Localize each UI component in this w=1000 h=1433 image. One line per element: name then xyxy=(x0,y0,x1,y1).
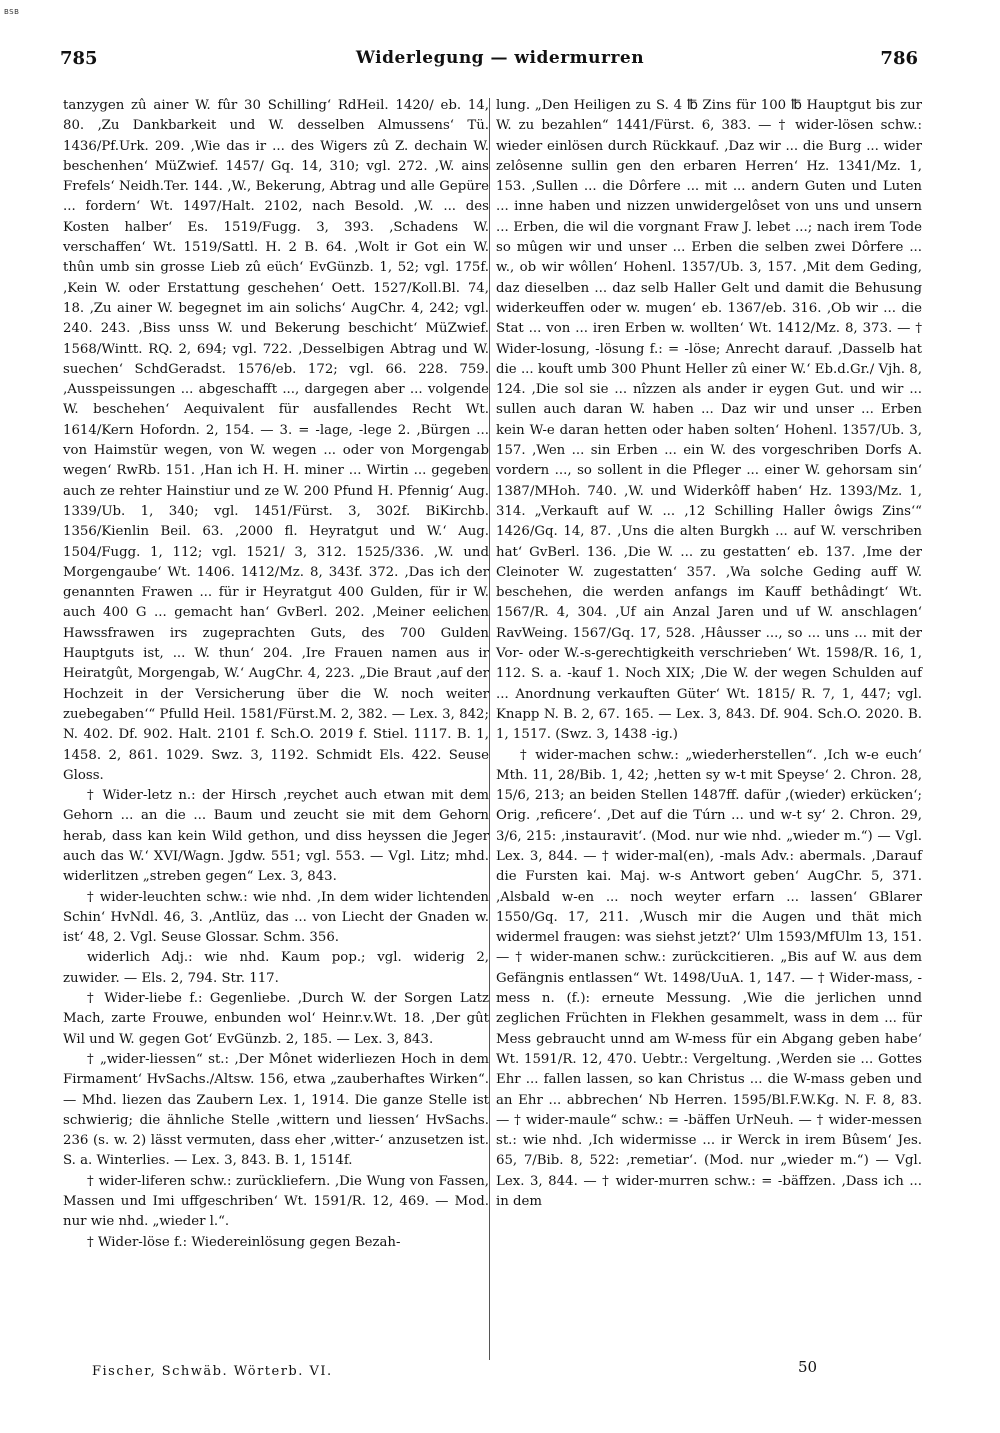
library-stamp: BSB xyxy=(4,8,20,16)
entry-paragraph: lung. „Den Heiligen zu S. 4 ℔ Zins für 100 ℔ Hauptgut bis zur W. zu bezahlen“ 1441/Fürst. 6, 383. — † wider-lösen schw.: wieder einlösen durch Rückkauf. ‚Daz wir ... die Burg ... wider zelôsenne sullin gen den erbaren Herren‘ Hz. 1341/Mz. 1, 153. ‚Sullen ... die Dôrfere ... mit ... andern Guten und Luten ... inne haben und nizzen unwidergelôset von uns und unsern ... Erben, die wil die vorgnant Fraw J. lebet ...; nach irem Tode so mûgen wir und unser ... Erben die selben zwei Dôrfere ... w., ob wir wôllen‘ Hohenl. 1357/Ub. 3, 157. ‚Mit dem Geding, daz dieselben ... daz selb Haller Gelt und damit die Behusung widerkeuffen oder w. mugen‘ eb. 1367/eb. 316. ‚Ob wir ... die Stat ... von ... iren Erben w. wollten‘ Wt. 1412/Mz. 8, 373. — † Wider-losung, -lösung f.: = -löse; Anrecht darauf. ‚Dasselb hat die ... kouft umb 300 Phunt Heller zû einer W.‘ Eb.d.Gr./ Vjh. 8, 124. ‚Die sol sie ... nîzzen als ander ir eygen Gut. und wir ... sullen auch daran W. haben ... Daz wir und unser ... Erben kein W-e daran hetten oder haben solten‘ Hohenl. 1357/Ub. 3, 157. ‚Wen ... sin Erben ... ein W. des vorgeschriben Dorfs A. vordern ..., so sollent in die Pfleger ... einer W. gehorsam sin‘ 1387/MHoh. 740. ‚W. und Widerkôff haben‘ Hz. 1393/Mz. 1, 314. „Verkauft auf W. ... ‚12 Schilling Haller ôwigs Zins‘“ 1426/Gq. 14, 87. ‚Uns die alten Burgkh ... auf W. verschriben hat‘ GvBerl. 136. ‚Die W. ... zu gestatten‘ eb. 137. ‚Ime der Cleinoter W. zugestatten‘ 357. ‚Wa solche Geding auff W. beschehen, die werden anfangs im Kauff bethâdingt‘ Wt. 1567/R. 4, 304. ‚Uf ain Anzal Jaren und uf W. anschlagen‘ RavWeing. 1567/Gq. 17, 528. ‚Hâusser ..., so ... uns ... mit der Vor- oder W.-s-gerechtigkeith verschrieben‘ Wt. 1598/R. 16, 1, 112. S. a. -kauf 1. Noch XIX; ‚Die W. der wegen Schulden auf ... Anordnung verkauften Güter‘ Wt. 1815/ R. 7, 1, 447; vgl. Knapp N. B. 2, 67. 165. — Lex. 3, 843. Df. 904. Sch.O. 2020. B. 1, 1517. (Swz. 3, 1438 -ig.) xyxy=(496,98,922,743)
entry-paragraph: widerlich Adj.: wie nhd. Kaum pop.; vgl. widerig 2, zuwider. — Els. 2, 794. Str. 117. xyxy=(63,950,489,986)
column-divider xyxy=(489,98,490,1360)
right-column xyxy=(496,96,922,1212)
page-number-left: 785 xyxy=(60,48,98,69)
entry-paragraph: † wider-liferen schw.: zurückliefern. ‚Die Wung von Fassen, Massen und Imi uffgeschriben‘ Wt. 1591/R. 12, 469. — Mod. nur wie nhd. „wieder l.“. xyxy=(63,1173,489,1230)
entry-paragraph: † Wider-löse f.: Wiedereinlösung gegen Bezah- xyxy=(87,1234,401,1250)
source-footer: Fischer, Schwäb. Wörterb. VI. xyxy=(92,1364,333,1379)
page-number-right: 786 xyxy=(880,48,918,69)
running-head: Widerlegung — widermurren xyxy=(355,48,645,68)
left-column xyxy=(63,96,489,1253)
entry-paragraph: † Wider-letz n.: der Hirsch ‚reychet auch etwan mit dem Gehorn ... an die ... Baum und zeucht sie mit dem Gehorn herab, dass kan kein Wild gethon, und diss heyssen die Jeger auch das W.‘ XVI/Wagn. Jgdw. 551; vgl. 553. — Vgl. Litz; mhd. widerlitzen „streben gegen“ Lex. 3, 843. xyxy=(63,788,489,885)
sheet-number: 50 xyxy=(798,1358,818,1376)
entry-paragraph: † wider-machen schw.: „wiederherstellen“. ‚Ich w-e euch‘ Mth. 11, 28/Bib. 1, 42; ‚hetten sy w-t mit Speyse‘ 2. Chron. 28, 15/6, 213; an beiden Stellen 1487ff. dafür ‚(wieder) erkücken‘; Orig. ‚reficere‘. ‚Det auf die Túrn ... und w-t sy‘ 2. Chron. 29, 3/6, 215: ‚instauravit‘. (Mod. nur wie nhd. „wieder m.“) — Vgl. Lex. 3, 844. — † wider-mal(en), -mals Adv.: abermals. ‚Darauf die Fursten kai. Maj. w-s Antwort geben‘ AugChr. 5, 371. ‚Alsbald w-en ... noch weyter erfarn ... lassen‘ GBlarer 1550/Gq. 17, 211. ‚Wusch mir die Augen und thät mich widermel fraugen: was siehst jetzt?‘ Ulm 1593/MfUlm 13, 151. — † wider-manen schw.: zurückcitieren. „Bis auf W. aus dem Gefängnis entlassen“ Wt. 1498/UuA. 1, 147. — † Wider-mass, -mess n. (f.): erneute Messung. ‚Wie die jerlichen unnd zeglichen Früchten in Flekhen gesammelt, wass in dem ... für Mess gebraucht unnd am W-mess für ein Abgang geben habe‘ Wt. 1591/R. 12, 470. Uebtr.: Vergeltung. ‚Werden sie ... Gottes Ehr ... fallen lassen, so kan Christus ... die W-mass geben und an Ehr ... abbrechen‘ Nb Herren. 1595/Bl.F.W.Kg. N. F. 8, 83. — † wider-maule“ schw.: = -bäffen UrNeuh. — † wider-messen st.: wie nhd. ‚Ich widermisse ... ir Werck in irem Bûsem‘ Jes. 65, 7/Bib. 8, 522: ‚remetiar‘. (Mod. nur „wieder m.“) — Vgl. Lex. 3, 844. — † wider-murren schw.: = -bäffzen. ‚Dass ich ... in dem xyxy=(496,747,922,1210)
entry-paragraph: † „wider-liessen“ st.: ‚Der Mônet widerliezen Hoch in dem Firmament‘ HvSachs./Altsw. 156, etwa „zauberhaftes Wirken“. — Mhd. liezen das Zaubern Lex. 1, 1914. Die ganze Stelle ist schwierig; die ähnliche Stelle ‚wittern und liessen‘ HvSachs. 236 (s. w. 2) lässt vermuten, dass eher ‚witter-‘ anzusetzen ist. S. a. Winterlies. — Lex. 3, 843. B. 1, 1514f. xyxy=(63,1051,489,1169)
entry-paragraph: † Wider-liebe f.: Gegenliebe. ‚Durch W. der Sorgen Latz Mach, zarte Frouwe, enbunden wol‘ Heinr.v.Wt. 18. ‚Der gût Wil und W. gegen Got‘ EvGünzb. 2, 185. — Lex. 3, 843. xyxy=(63,991,489,1047)
entry-paragraph: tanzygen zû ainer W. fûr 30 Schilling‘ RdHeil. 1420/ eb. 14, 80. ‚Zu Dankbarkeit und W. desselben Almussens‘ Tü. 1436/Pf.Urk. 209. ‚Wie das ir ... des Wigers zû Z. dechain W. beschenhen‘ MüZwief. 1457/ Gq. 14, 310; vgl. 272. ‚W. ains Frefels‘ Neidh.Ter. 144. ‚W., Bekerung, Abtrag und alle Gepüre ... fordern‘ Wt. 1497/Halt. 2102, nach Besold. ‚W. ... des Kosten halber‘ Es. 1519/Fugg. 3, 393. ‚Schadens W. verschaffen‘ Wt. 1519/Sattl. H. 2 B. 64. ‚Wolt ir Got ein W. thûn umb sin grosse Lieb zû eüch‘ EvGünzb. 1, 52; vgl. 175f. ‚Kein W. oder Erstattung geschehen‘ Oett. 1527/Koll.Bl. 74, 18. ‚Zu ainer W. begegnet im ain solichs‘ AugChr. 4, 242; vgl. 240. 243. ‚Biss unss W. und Bekerung beschicht‘ MüZwief. 1568/Wintt. RQ. 2, 694; vgl. 722. ‚Desselbigen Abtrag und W. suechen‘ SchdGeradst. 1576/eb. 172; vgl. 66. 228. 759. ‚Ausspeissungen ... abgeschafft ..., dargegen aber ... volgende W. beschehen‘ Aequivalent für ausfallendes Recht Wt. 1614/Kern Hofordn. 2, 154. — 3. = -lage, -lege 2. ‚Bürgen ... von Haimstür wegen, von W. wegen ... oder von Morgengab wegen‘ RwRb. 151. ‚Han ich H. H. miner ... Wirtin ... gegeben auch ze rehter Hainstiur und ze W. 200 Pfund H. Pfennig‘ Aug. 1339/Ub. 1, 340; vgl. 1451/Fürst. 3, 302f. BiKirchb. 1356/Kienlin Beil. 63. ‚2000 fl. Heyratgut und W.‘ Aug. 1504/Fugg. 1, 112; vgl. 1521/ 3, 312. 1525/336. ‚W. und Morgengaube‘ Wt. 1406. 1412/Mz. 8, 343f. 372. ‚Das ich der genannten Frawen ... für ir Heyratgut 400 Gulden, für ir W. auch 400 G ... gemacht han‘ GvBerl. 202. ‚Meiner eelichen Hawssfrawen irs zugeprachten Guts, des 700 Gulden Hauptguts ist, ... W. thun‘ 204. ‚Ire Frauen namen aus ir Heiratgût, Morgengab, W.‘ AugChr. 4, 223. „Die Braut ‚auf der Hochzeit in der Versicherung über die W. noch weiter zuebegaben‘“ Pfulld Heil. 1581/Fürst.M. 2, 382. — Lex. 3, 842; N. 402. Df. 902. Halt. 2101 f. Sch.O. 2019 f. Stiel. 1117. B. 1, 1458. 2, 861. 1029. Swz. 3, 1192. Schmidt Els. 422. Seuse Gloss. xyxy=(63,98,489,783)
entry-paragraph: † wider-leuchten schw.: wie nhd. ‚In dem wider lichtenden Schin‘ HvNdl. 46, 3. ‚Antlüz, das ... von Liecht der Gnaden w. ist‘ 48, 2. Vgl. Seuse Glossar. Schm. 356. xyxy=(63,889,489,946)
